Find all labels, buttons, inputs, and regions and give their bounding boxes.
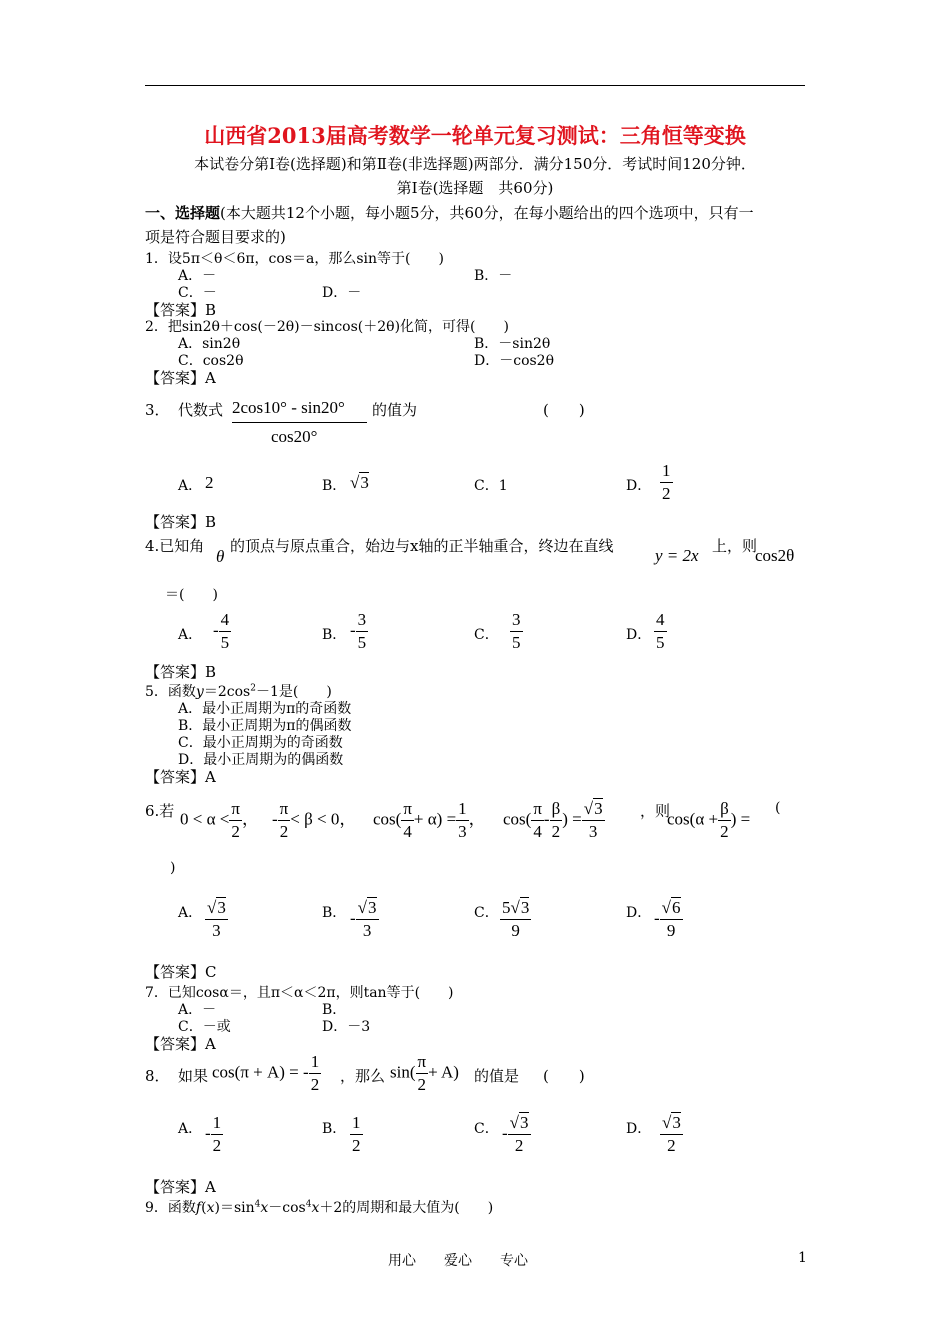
q4-answer: 【答案】B: [145, 663, 217, 681]
exam-intro: 本试卷分第Ⅰ卷(选择题)和第Ⅱ卷(非选择题)两部分．满分150分．考试时间120分钟．: [194, 155, 756, 173]
q6-option-d-value: [654, 897, 683, 942]
q6-condition-1: 0 < α < $\frac{\pi}{2}$ ，: [180, 799, 259, 841]
q6-paren-close: ): [170, 860, 176, 876]
q3-paren: ( ): [543, 401, 585, 419]
q8-answer: 【答案】A: [145, 1178, 216, 1196]
q8-option-d-den: 2: [667, 1136, 676, 1155]
q6-cond3-cos: cos(: [373, 809, 402, 829]
q6-target-eq: ) =: [730, 809, 751, 829]
q7-option-a: A．－: [178, 1002, 217, 1018]
q4-option-a-num: 4: [219, 609, 232, 632]
q6-cond4-minus: -: [543, 809, 550, 829]
q3-option-b-radicand: 3: [360, 473, 369, 492]
q8-option-b-label: B．: [322, 1121, 347, 1137]
q5-option-c: C．最小正周期为的奇函数: [178, 735, 343, 751]
q6-option-d-sign: -: [654, 908, 660, 928]
q7-stem: 7．已知cosα＝，且π＜α＜2π，则tan等于( ): [145, 985, 454, 1001]
q8-option-c-den: 2: [514, 1136, 524, 1155]
q8-suffix: 的值是: [474, 1067, 520, 1085]
q3-option-c: C．1: [474, 478, 508, 494]
q5-stem-a: 5．函数: [145, 684, 196, 700]
q3-option-d-num: 1: [660, 460, 673, 483]
q6-cond4-four: 4: [533, 822, 542, 841]
q8-option-b-value: [350, 1112, 363, 1157]
q6-option-a-den: 3: [212, 921, 221, 940]
q8-number: 8．: [145, 1067, 170, 1085]
q5-option-d: D．最小正周期为的偶函数: [178, 752, 344, 768]
q7-answer: 【答案】A: [145, 1035, 216, 1053]
q6-option-b-value: [350, 897, 379, 942]
q8-mid: ，那么: [340, 1067, 386, 1085]
q4-line: y = 2x: [655, 546, 699, 565]
q1-answer: 【答案】B: [145, 301, 217, 319]
q8-option-d-num: √3: [660, 1112, 683, 1135]
section-heading: [145, 202, 754, 223]
q1-option-a: A．－: [178, 268, 217, 284]
q4-option-c-num: 3: [510, 609, 523, 632]
q8-target-pi: π: [416, 1051, 429, 1074]
q6-cond1-pi: π: [229, 798, 242, 821]
part-one-heading: 第Ⅰ卷(选择题 共60分): [396, 179, 554, 197]
q6-cond2-two: 2: [279, 822, 289, 841]
q5-option-b: B．最小正周期为π的偶函数: [178, 718, 352, 734]
q6-cond4-three: 3: [588, 822, 598, 841]
q4-option-a-sign: -: [213, 620, 219, 640]
q6-target: [667, 798, 750, 843]
q6-cond2-text: < β < 0: [290, 809, 340, 829]
q4-option-c-label: C．: [474, 627, 499, 643]
q4-option-b-label: B．: [322, 627, 347, 643]
q8-target-text: + A): [428, 1062, 459, 1082]
q5-stem-sup: 2: [250, 683, 256, 694]
q3-fraction-denominator: cos20°: [271, 427, 318, 446]
q8-paren: ( ): [543, 1067, 585, 1085]
q4-option-c-value: [510, 609, 523, 654]
q4-option-d-value: [654, 609, 667, 654]
q2-option-d: D．－cos2θ: [474, 353, 555, 369]
q6-prefix: 6.若: [145, 802, 175, 820]
q8-cond-two: 2: [310, 1075, 320, 1094]
q8-option-a-sign: -: [205, 1123, 211, 1143]
q8-target-sin: sin(: [390, 1062, 416, 1082]
q8-option-a-num: 1: [211, 1112, 224, 1135]
q8-cond-text: cos(π + A) = -: [212, 1062, 309, 1082]
q3-option-d-label: D．: [626, 478, 652, 494]
q6-cond4-cos: cos(: [503, 809, 532, 829]
q3-answer: 【答案】B: [145, 513, 217, 531]
q6-cond3-one: 1: [456, 798, 469, 821]
q4-option-d-label: D．: [626, 627, 652, 643]
q6-option-a-label: A．: [178, 905, 203, 921]
q6-cond3-pi: π: [401, 798, 414, 821]
q4-option-d-den: 5: [656, 633, 665, 652]
q6-option-d-label: D．: [626, 905, 652, 921]
q9-stem: 9．函数$f(x)=\sin^4x-\cos^4x+2$的周期和最大值为( ): [145, 1199, 494, 1216]
q1-stem: 1．设5π＜θ＜6π，cos＝a，那么sin等于( ): [145, 251, 444, 267]
q6-target-beta: β: [718, 798, 731, 821]
q6-cond2-pi: π: [278, 798, 291, 821]
q8-option-c-num: √3: [508, 1112, 531, 1135]
q4-option-b-value: [350, 609, 368, 654]
q3-option-b-label: B．: [322, 478, 347, 494]
q6-target-cos: cos(α +: [667, 809, 719, 829]
q4-option-b-den: 5: [357, 633, 367, 652]
q6-cond4-pi: π: [531, 798, 544, 821]
q4-option-d-num: 4: [654, 609, 667, 632]
q8-option-a-value: [205, 1112, 223, 1157]
q3-option-a-value: 2: [205, 473, 214, 492]
q3-option-a-label: A．: [178, 478, 203, 494]
q8-option-b-den: 2: [352, 1136, 361, 1155]
q6-cond1-text: 0 < α <: [180, 809, 230, 829]
page-number: 1: [798, 1250, 807, 1266]
header-rule: [145, 85, 805, 86]
q8-option-a-label: A．: [178, 1121, 203, 1137]
q6-option-c-den: 9: [511, 921, 520, 940]
q5-answer: 【答案】A: [145, 768, 216, 786]
q5-stem-c: －1是( ): [255, 684, 332, 700]
q1-option-b: B．－: [474, 268, 513, 284]
q3-prefix: 代数式: [178, 401, 224, 419]
q2-option-a: A．sin2θ: [178, 336, 241, 352]
q6-then: ，则: [640, 802, 671, 820]
q6-condition-4: [503, 798, 605, 843]
q4-option-a-den: 5: [220, 633, 230, 652]
q5-stem-y: y: [195, 684, 204, 700]
section-desc: (本大题共12个小题，每小题5分，共60分，在每小题给出的四个选项中，只有一: [220, 204, 754, 222]
q5-option-a: A．最小正周期为π的奇函数: [178, 701, 352, 717]
q7-option-c: C．－或: [178, 1019, 231, 1035]
q6-option-b-label: B．: [322, 905, 347, 921]
q8-option-c-label: C．: [474, 1121, 499, 1137]
q4-option-c-den: 5: [512, 633, 521, 652]
q7-option-d: D．－3: [322, 1019, 371, 1035]
q6-condition-3: cos( $\frac{\pi}{4}$ + α) = $\frac{1}{3}$ ，: [373, 799, 486, 841]
q4-cont: ＝( ): [165, 587, 218, 603]
q6-cond3-three: 3: [458, 822, 467, 841]
q8-option-d-value: [660, 1112, 683, 1157]
q4-option-a-value: [213, 609, 231, 654]
q6-option-b-den: 3: [362, 921, 372, 940]
q6-cond1-two: 2: [231, 822, 240, 841]
q6-answer: 【答案】C: [145, 963, 217, 981]
q3-option-b-value: √3: [350, 473, 369, 492]
q6-option-b-sign: -: [350, 908, 356, 928]
q5-stem-b: ＝2cos: [203, 684, 251, 700]
page-footer: 用心 爱心 专心: [388, 1253, 528, 1269]
q6-cond3-four: 4: [403, 822, 412, 841]
q8-target-two: 2: [417, 1075, 427, 1094]
section-desc-2: 项是符合题目要求的): [145, 228, 286, 246]
q8-option-c-sign: -: [502, 1123, 508, 1143]
q2-option-b: B．－sin2θ: [474, 336, 551, 352]
q3-option-d-den: 2: [662, 484, 671, 503]
q6-option-d-den: 9: [666, 921, 676, 940]
q6-option-a-num: √3: [205, 897, 228, 920]
q6-option-b-num: √3: [356, 897, 379, 920]
q4-option-b-sign: -: [350, 620, 356, 640]
q6-cond4-sqrt: √3: [582, 798, 605, 821]
q3-option-d-value: [660, 460, 673, 505]
page-title: 山西省2013届高考数学一轮单元复习测试：三角恒等变换: [204, 123, 746, 148]
q6-condition-2: - $\frac{\pi}{2}$ < β < 0，: [272, 799, 357, 841]
q4-mid: 的顶点与原点重合，始边与x轴的正半轴重合，终边在直线: [230, 537, 614, 555]
q4-prefix: 4.已知角: [145, 537, 205, 555]
q3-number: 3．: [145, 401, 170, 419]
q8-cond-one: 1: [309, 1051, 322, 1074]
q6-option-c-label: C．: [474, 905, 499, 921]
q7-option-b: B．: [322, 1002, 347, 1018]
q2-answer: 【答案】A: [145, 369, 216, 387]
q6-option-c-num: 5√3: [500, 897, 531, 920]
q6-cond4-beta: β: [550, 798, 563, 821]
q8-option-b-num: 1: [350, 1112, 363, 1135]
q6-target-two: 2: [720, 822, 729, 841]
q4-theta: θ: [216, 547, 225, 566]
q1-option-d: D．－: [322, 285, 362, 301]
q3-fraction-numerator: 2cos10° - sin20°: [232, 398, 345, 417]
q1-option-c: C．－: [178, 285, 217, 301]
q4-expression: cos2θ: [755, 546, 795, 565]
q4-tail: 上，则: [712, 537, 758, 555]
q3-fraction-bar: [232, 422, 367, 423]
q3-suffix: 的值为: [372, 401, 418, 419]
q8-prefix: 如果: [178, 1067, 209, 1085]
q8-condition: [212, 1051, 321, 1096]
q2-stem: 2．把sin2θ＋cos(－2θ)－sincos(＋2θ)化简，可得( ): [145, 319, 509, 335]
q6-option-a-value: [205, 897, 228, 942]
q6-paren-open: (: [775, 800, 781, 816]
q8-option-c-value: [502, 1112, 531, 1157]
q6-cond2-minus: -: [272, 809, 278, 829]
q6-cond3-text: + α) =: [413, 809, 457, 829]
q8-option-d-label: D．: [626, 1121, 652, 1137]
q4-option-a-label: A．: [178, 627, 203, 643]
q8-target: [390, 1051, 459, 1096]
q6-option-d-num: √6: [660, 897, 683, 920]
q8-option-a-den: 2: [212, 1136, 222, 1155]
q4-option-b-num: 3: [356, 609, 369, 632]
section-title: 一、选择题: [145, 204, 221, 222]
q6-option-c-value: [500, 897, 531, 942]
q2-option-c: C．cos2θ: [178, 353, 244, 369]
q6-cond4-two: 2: [551, 822, 561, 841]
q6-cond4-eq: ) =: [562, 809, 582, 829]
